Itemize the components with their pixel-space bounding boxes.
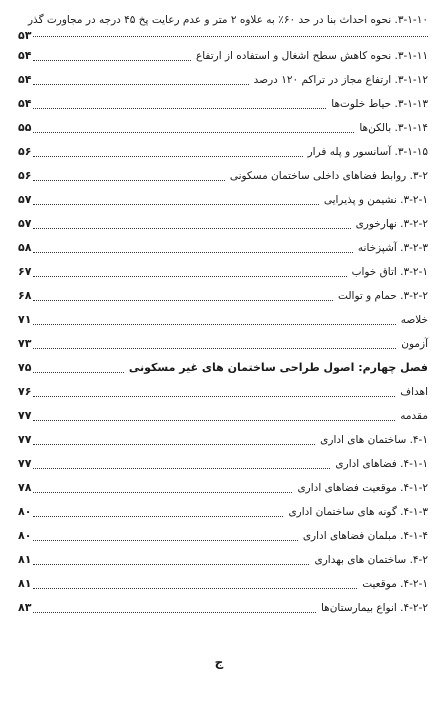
dot-leader [33, 227, 350, 229]
toc-entry[interactable] [18, 476, 428, 500]
toc-entry-title: ۳-۲-۲. حمام و توالت [338, 290, 428, 302]
toc-entry-page: ۸۳ [18, 601, 32, 614]
toc-entry-page: ۵۶ [18, 169, 32, 182]
toc-entry-title: ۳-۱-۱۰. نحوه احداث بنا در حد ۶۰٪ به علاوه ۲ متر و عدم رعایت پخ ۴۵ درجه در مجاورت گذر [27, 14, 428, 26]
toc-entry[interactable] [18, 548, 428, 572]
toc-entry-page: ۵۴ [18, 49, 32, 62]
dot-leader [33, 275, 346, 277]
toc-entry-title: ۳-۲-۲. نهارخوری [355, 218, 428, 230]
dot-leader [33, 443, 315, 445]
toc-entry-title: ۴-۲-۲. انواع بیمارستان‌ها [320, 602, 428, 614]
toc-entry-title: ۴-۲-۱. موقعیت [362, 578, 428, 590]
dot-leader [33, 371, 123, 373]
toc-entry-title: اهداف [400, 386, 428, 398]
toc-entry-page: ۶۸ [18, 289, 32, 302]
toc-entry[interactable] [18, 140, 428, 164]
toc-entry[interactable] [18, 68, 428, 92]
dot-leader [33, 467, 330, 469]
toc-entry-page: ۷۶ [18, 385, 32, 398]
toc-entry-title: ۴-۱-۴. مبلمان فضاهای اداری [302, 530, 428, 542]
toc-entry-title: ۳-۲-۱. نشیمن و پذیرایی [323, 194, 428, 206]
toc-entry-title: ۳-۲. روابط فضاهای داخلی ساختمان مسکونی [229, 170, 428, 182]
dot-leader [33, 611, 316, 613]
dot-leader [33, 131, 354, 133]
toc-entry-page: ۷۷ [18, 409, 32, 422]
toc-entry-page: ۵۸ [18, 241, 32, 254]
toc-entry-title: آزمون [401, 338, 428, 350]
page-footer-letter: ج [214, 655, 224, 669]
toc-entry-page: ۸۱ [18, 553, 32, 566]
toc-entry-title: ۳-۲-۳. آشپزخانه [357, 242, 428, 254]
toc-entry-page: ۸۰ [18, 529, 32, 542]
toc-entry-page: ۸۱ [18, 577, 32, 590]
toc-entry-title: ۴-۱-۱. فضاهای اداری [335, 458, 428, 470]
toc-entry-page: ۵۶ [18, 145, 32, 158]
toc-entry-page: ۷۳ [18, 337, 32, 350]
toc-chapter-title: فصل چهارم: اصول طراحی ساختمان های غیر مسکونی [128, 361, 428, 374]
dot-leader [33, 323, 395, 325]
toc-entry-page: ۷۷ [18, 457, 32, 470]
toc-entry-page: ۶۷ [18, 265, 32, 278]
toc-entry-page: ۷۱ [18, 313, 32, 326]
toc-entry-title: خلاصه [400, 314, 428, 326]
toc-entry-title: ۳-۱-۱۳. حیاط خلوت‌ها [331, 98, 428, 110]
toc-entry[interactable] [18, 92, 428, 116]
toc-entry-title: ۴-۱-۳. گونه های ساختمان اداری [288, 506, 428, 518]
toc-entry[interactable] [18, 332, 428, 356]
toc-entry[interactable] [18, 452, 428, 476]
toc-entry-page: ۵۴ [18, 97, 32, 110]
toc-entry-title: ۳-۱-۱۱. نحوه کاهش سطح اشغال و استفاده از ارتفاع [195, 50, 428, 62]
toc-entry-title: ۳-۱-۱۴. بالکن‌ها [359, 122, 428, 134]
toc-entry-title: مقدمه [400, 410, 428, 422]
toc-entry[interactable] [18, 428, 428, 452]
toc-entry-page: ۵۴ [18, 73, 32, 86]
toc-entry-title: ۳-۱-۱۵. آسانسور و پله فرار [307, 146, 428, 158]
toc-entry[interactable] [18, 260, 428, 284]
dot-leader [33, 155, 302, 157]
toc-entry[interactable] [18, 524, 428, 548]
toc-entry[interactable] [18, 236, 428, 260]
dot-leader [33, 179, 224, 181]
toc-entry[interactable] [18, 500, 428, 524]
toc-entry[interactable] [18, 380, 428, 404]
toc-entry-page: ۷۵ [18, 361, 32, 374]
dot-leader [33, 419, 395, 421]
dot-leader [33, 563, 309, 565]
dot-leader [33, 251, 352, 253]
toc-chapter-entry[interactable] [18, 356, 428, 380]
dot-leader [33, 587, 357, 589]
toc-entry[interactable] [18, 164, 428, 188]
toc-entry-title: ۴-۲. ساختمان های بهداری [314, 554, 428, 566]
toc-entry-page: ۵۵ [18, 121, 32, 134]
toc-entry-page: ۵۳ [18, 29, 32, 42]
table-of-contents [18, 6, 428, 620]
toc-entry[interactable] [18, 116, 428, 140]
toc-entry[interactable] [18, 308, 428, 332]
dot-leader [33, 107, 326, 109]
toc-entry[interactable] [18, 44, 428, 68]
toc-entry[interactable] [18, 212, 428, 236]
toc-entry-page: ۵۷ [18, 217, 32, 230]
dot-leader [33, 395, 395, 397]
toc-entry-page: ۵۷ [18, 193, 32, 206]
toc-entry[interactable] [18, 188, 428, 212]
dot-leader [33, 59, 191, 61]
dot-leader [33, 515, 283, 517]
toc-entry[interactable] [18, 284, 428, 308]
toc-entry-page: ۷۷ [18, 433, 32, 446]
dot-leader [33, 35, 428, 37]
toc-entry-title: ۴-۱-۲. موقعیت فضاهای اداری [297, 482, 428, 494]
dot-leader [33, 203, 318, 205]
toc-entry[interactable] [18, 6, 428, 44]
dot-leader [33, 83, 248, 85]
dot-leader [33, 539, 297, 541]
toc-entry-page: ۷۸ [18, 481, 32, 494]
dot-leader [33, 347, 396, 349]
toc-entry-page: ۸۰ [18, 505, 32, 518]
toc-entry[interactable] [18, 404, 428, 428]
toc-entry[interactable] [18, 572, 428, 596]
dot-leader [33, 299, 333, 301]
toc-entry-title: ۳-۱-۱۲. ارتفاع مجاز در تراکم ۱۲۰ درصد [253, 74, 428, 86]
toc-entry[interactable] [18, 596, 428, 620]
toc-entry-title: ۳-۲-۱. اتاق خواب [351, 266, 428, 278]
dot-leader [33, 491, 292, 493]
toc-entry-title: ۴-۱. ساختمان های اداری [320, 434, 428, 446]
